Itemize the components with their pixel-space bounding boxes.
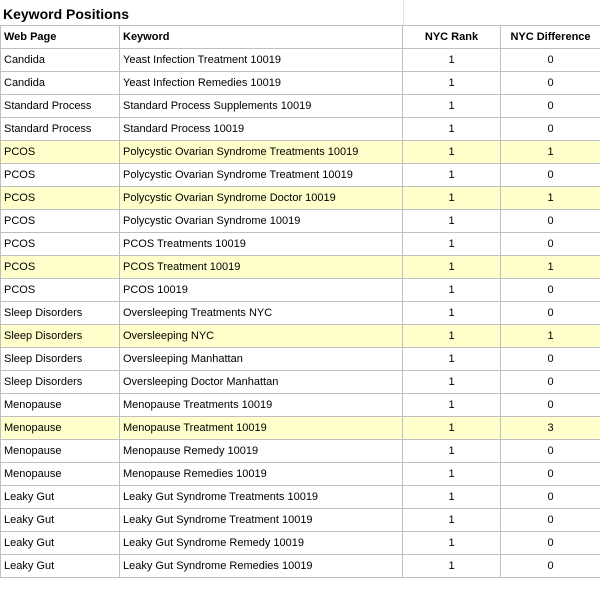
cell-nyc-difference[interactable]: 0 xyxy=(501,509,600,532)
cell-web-page[interactable]: Candida xyxy=(1,72,120,95)
table-row xyxy=(1,532,600,555)
cell-web-page[interactable]: Standard Process xyxy=(1,118,120,141)
cell-nyc-difference[interactable]: 1 xyxy=(501,256,600,279)
cell-nyc-rank[interactable]: 1 xyxy=(403,210,501,233)
cell-nyc-difference[interactable]: 0 xyxy=(501,463,600,486)
cell-nyc-difference[interactable]: 3 xyxy=(501,417,600,440)
cell-nyc-difference[interactable]: 1 xyxy=(501,141,600,164)
cell-keyword[interactable]: Leaky Gut Syndrome Remedies 10019 xyxy=(120,555,403,578)
cell-web-page[interactable]: PCOS xyxy=(1,256,120,279)
cell-web-page[interactable]: Leaky Gut xyxy=(1,486,120,509)
header-nyc-difference[interactable]: NYC Difference xyxy=(501,26,600,49)
cell-web-page[interactable]: Sleep Disorders xyxy=(1,325,120,348)
table-row xyxy=(1,302,600,325)
cell-nyc-rank[interactable]: 1 xyxy=(403,509,501,532)
cell-nyc-difference[interactable]: 0 xyxy=(501,49,600,72)
table-row xyxy=(1,394,600,417)
table-row xyxy=(1,486,600,509)
cell-keyword[interactable]: Menopause Remedy 10019 xyxy=(120,440,403,463)
table-row xyxy=(1,463,600,486)
cell-keyword[interactable]: Yeast Infection Remedies 10019 xyxy=(120,72,403,95)
cell-web-page[interactable]: Standard Process xyxy=(1,95,120,118)
cell-keyword[interactable]: Oversleeping Treatments NYC xyxy=(120,302,403,325)
cell-keyword[interactable]: Polycystic Ovarian Syndrome Treatments 10019 xyxy=(120,141,403,164)
cell-nyc-difference[interactable]: 1 xyxy=(501,325,600,348)
cell-nyc-difference[interactable]: 0 xyxy=(501,210,600,233)
cell-nyc-rank[interactable]: 1 xyxy=(403,486,501,509)
cell-keyword[interactable]: Menopause Treatments 10019 xyxy=(120,394,403,417)
cell-web-page[interactable]: Sleep Disorders xyxy=(1,302,120,325)
cell-nyc-difference[interactable]: 0 xyxy=(501,302,600,325)
table-row xyxy=(1,141,600,164)
cell-nyc-difference[interactable]: 0 xyxy=(501,486,600,509)
cell-web-page[interactable]: PCOS xyxy=(1,141,120,164)
cell-keyword[interactable]: PCOS Treatment 10019 xyxy=(120,256,403,279)
cell-nyc-rank[interactable]: 1 xyxy=(403,256,501,279)
cell-nyc-rank[interactable]: 1 xyxy=(403,95,501,118)
cell-web-page[interactable]: Sleep Disorders xyxy=(1,371,120,394)
table-row xyxy=(1,72,600,95)
table-row xyxy=(1,210,600,233)
cell-keyword[interactable]: Polycystic Ovarian Syndrome Doctor 10019 xyxy=(120,187,403,210)
table-body xyxy=(1,49,600,578)
cell-keyword[interactable]: Leaky Gut Syndrome Remedy 10019 xyxy=(120,532,403,555)
cell-keyword[interactable]: Standard Process 10019 xyxy=(120,118,403,141)
cell-nyc-difference[interactable]: 0 xyxy=(501,95,600,118)
cell-nyc-rank[interactable]: 1 xyxy=(403,141,501,164)
header-row xyxy=(1,26,600,49)
cell-nyc-rank[interactable]: 1 xyxy=(403,164,501,187)
cell-nyc-difference[interactable]: 0 xyxy=(501,279,600,302)
cell-nyc-rank[interactable]: 1 xyxy=(403,555,501,578)
cell-web-page[interactable]: PCOS xyxy=(1,187,120,210)
cell-keyword[interactable]: Leaky Gut Syndrome Treatment 10019 xyxy=(120,509,403,532)
table-row xyxy=(1,118,600,141)
cell-web-page[interactable]: Sleep Disorders xyxy=(1,348,120,371)
cell-web-page[interactable]: PCOS xyxy=(1,210,120,233)
cell-web-page[interactable]: Leaky Gut xyxy=(1,532,120,555)
table-row xyxy=(1,187,600,210)
cell-nyc-rank[interactable]: 1 xyxy=(403,279,501,302)
cell-web-page[interactable]: Menopause xyxy=(1,440,120,463)
table-row xyxy=(1,164,600,187)
cell-nyc-difference[interactable]: 0 xyxy=(501,532,600,555)
cell-keyword[interactable]: Oversleeping NYC xyxy=(120,325,403,348)
cell-nyc-rank[interactable]: 1 xyxy=(403,233,501,256)
cell-nyc-rank[interactable]: 1 xyxy=(403,348,501,371)
cell-web-page[interactable]: Leaky Gut xyxy=(1,509,120,532)
cell-keyword[interactable]: Oversleeping Doctor Manhattan xyxy=(120,371,403,394)
cell-nyc-difference[interactable]: 0 xyxy=(501,164,600,187)
cell-nyc-rank[interactable]: 1 xyxy=(403,371,501,394)
cell-keyword[interactable]: Menopause Remedies 10019 xyxy=(120,463,403,486)
cell-nyc-rank[interactable]: 1 xyxy=(403,417,501,440)
cell-nyc-difference[interactable]: 0 xyxy=(501,72,600,95)
cell-nyc-rank[interactable]: 1 xyxy=(403,302,501,325)
cell-web-page[interactable]: Leaky Gut xyxy=(1,555,120,578)
sheet-title[interactable]: Keyword Positions xyxy=(3,6,130,22)
cell-nyc-rank[interactable]: 1 xyxy=(403,325,501,348)
cell-nyc-difference[interactable]: 0 xyxy=(501,233,600,256)
cell-web-page[interactable]: Candida xyxy=(1,49,120,72)
cell-web-page[interactable]: Menopause xyxy=(1,394,120,417)
cell-web-page[interactable]: Menopause xyxy=(1,463,120,486)
keyword-table xyxy=(0,25,600,578)
table-row xyxy=(1,49,600,72)
table-row xyxy=(1,256,600,279)
cell-keyword[interactable]: Polycystic Ovarian Syndrome 10019 xyxy=(120,210,403,233)
header-web-page[interactable]: Web Page xyxy=(1,26,120,49)
table-row xyxy=(1,348,600,371)
cell-nyc-difference[interactable]: 0 xyxy=(501,555,600,578)
cell-nyc-difference[interactable]: 0 xyxy=(501,118,600,141)
cell-nyc-rank[interactable]: 1 xyxy=(403,49,501,72)
cell-nyc-difference[interactable]: 0 xyxy=(501,394,600,417)
cell-keyword[interactable]: Menopause Treatment 10019 xyxy=(120,417,403,440)
cell-web-page[interactable]: PCOS xyxy=(1,279,120,302)
cell-keyword[interactable]: PCOS Treatments 10019 xyxy=(120,233,403,256)
table-row xyxy=(1,509,600,532)
cell-nyc-rank[interactable]: 1 xyxy=(403,187,501,210)
table-row xyxy=(1,417,600,440)
cell-web-page[interactable]: PCOS xyxy=(1,233,120,256)
header-nyc-rank[interactable]: NYC Rank xyxy=(403,26,501,49)
gridline xyxy=(403,0,404,25)
cell-nyc-rank[interactable]: 1 xyxy=(403,72,501,95)
cell-web-page[interactable]: Menopause xyxy=(1,417,120,440)
cell-nyc-rank[interactable]: 1 xyxy=(403,463,501,486)
cell-nyc-rank[interactable]: 1 xyxy=(403,532,501,555)
cell-keyword[interactable]: Leaky Gut Syndrome Treatments 10019 xyxy=(120,486,403,509)
title-row xyxy=(0,0,600,25)
cell-nyc-difference[interactable]: 0 xyxy=(501,371,600,394)
cell-nyc-rank[interactable]: 1 xyxy=(403,440,501,463)
table-row xyxy=(1,325,600,348)
table-row xyxy=(1,555,600,578)
cell-nyc-difference[interactable]: 1 xyxy=(501,187,600,210)
cell-nyc-rank[interactable]: 1 xyxy=(403,118,501,141)
cell-nyc-rank[interactable]: 1 xyxy=(403,394,501,417)
table-row xyxy=(1,371,600,394)
table-row xyxy=(1,279,600,302)
table-row xyxy=(1,233,600,256)
cell-keyword[interactable]: Polycystic Ovarian Syndrome Treatment 10019 xyxy=(120,164,403,187)
cell-keyword[interactable]: Oversleeping Manhattan xyxy=(120,348,403,371)
cell-nyc-difference[interactable]: 0 xyxy=(501,348,600,371)
cell-web-page[interactable]: PCOS xyxy=(1,164,120,187)
cell-keyword[interactable]: Yeast Infection Treatment 10019 xyxy=(120,49,403,72)
header-keyword[interactable]: Keyword xyxy=(120,26,403,49)
cell-keyword[interactable]: Standard Process Supplements 10019 xyxy=(120,95,403,118)
table-row xyxy=(1,95,600,118)
table-row xyxy=(1,440,600,463)
cell-nyc-difference[interactable]: 0 xyxy=(501,440,600,463)
cell-keyword[interactable]: PCOS 10019 xyxy=(120,279,403,302)
